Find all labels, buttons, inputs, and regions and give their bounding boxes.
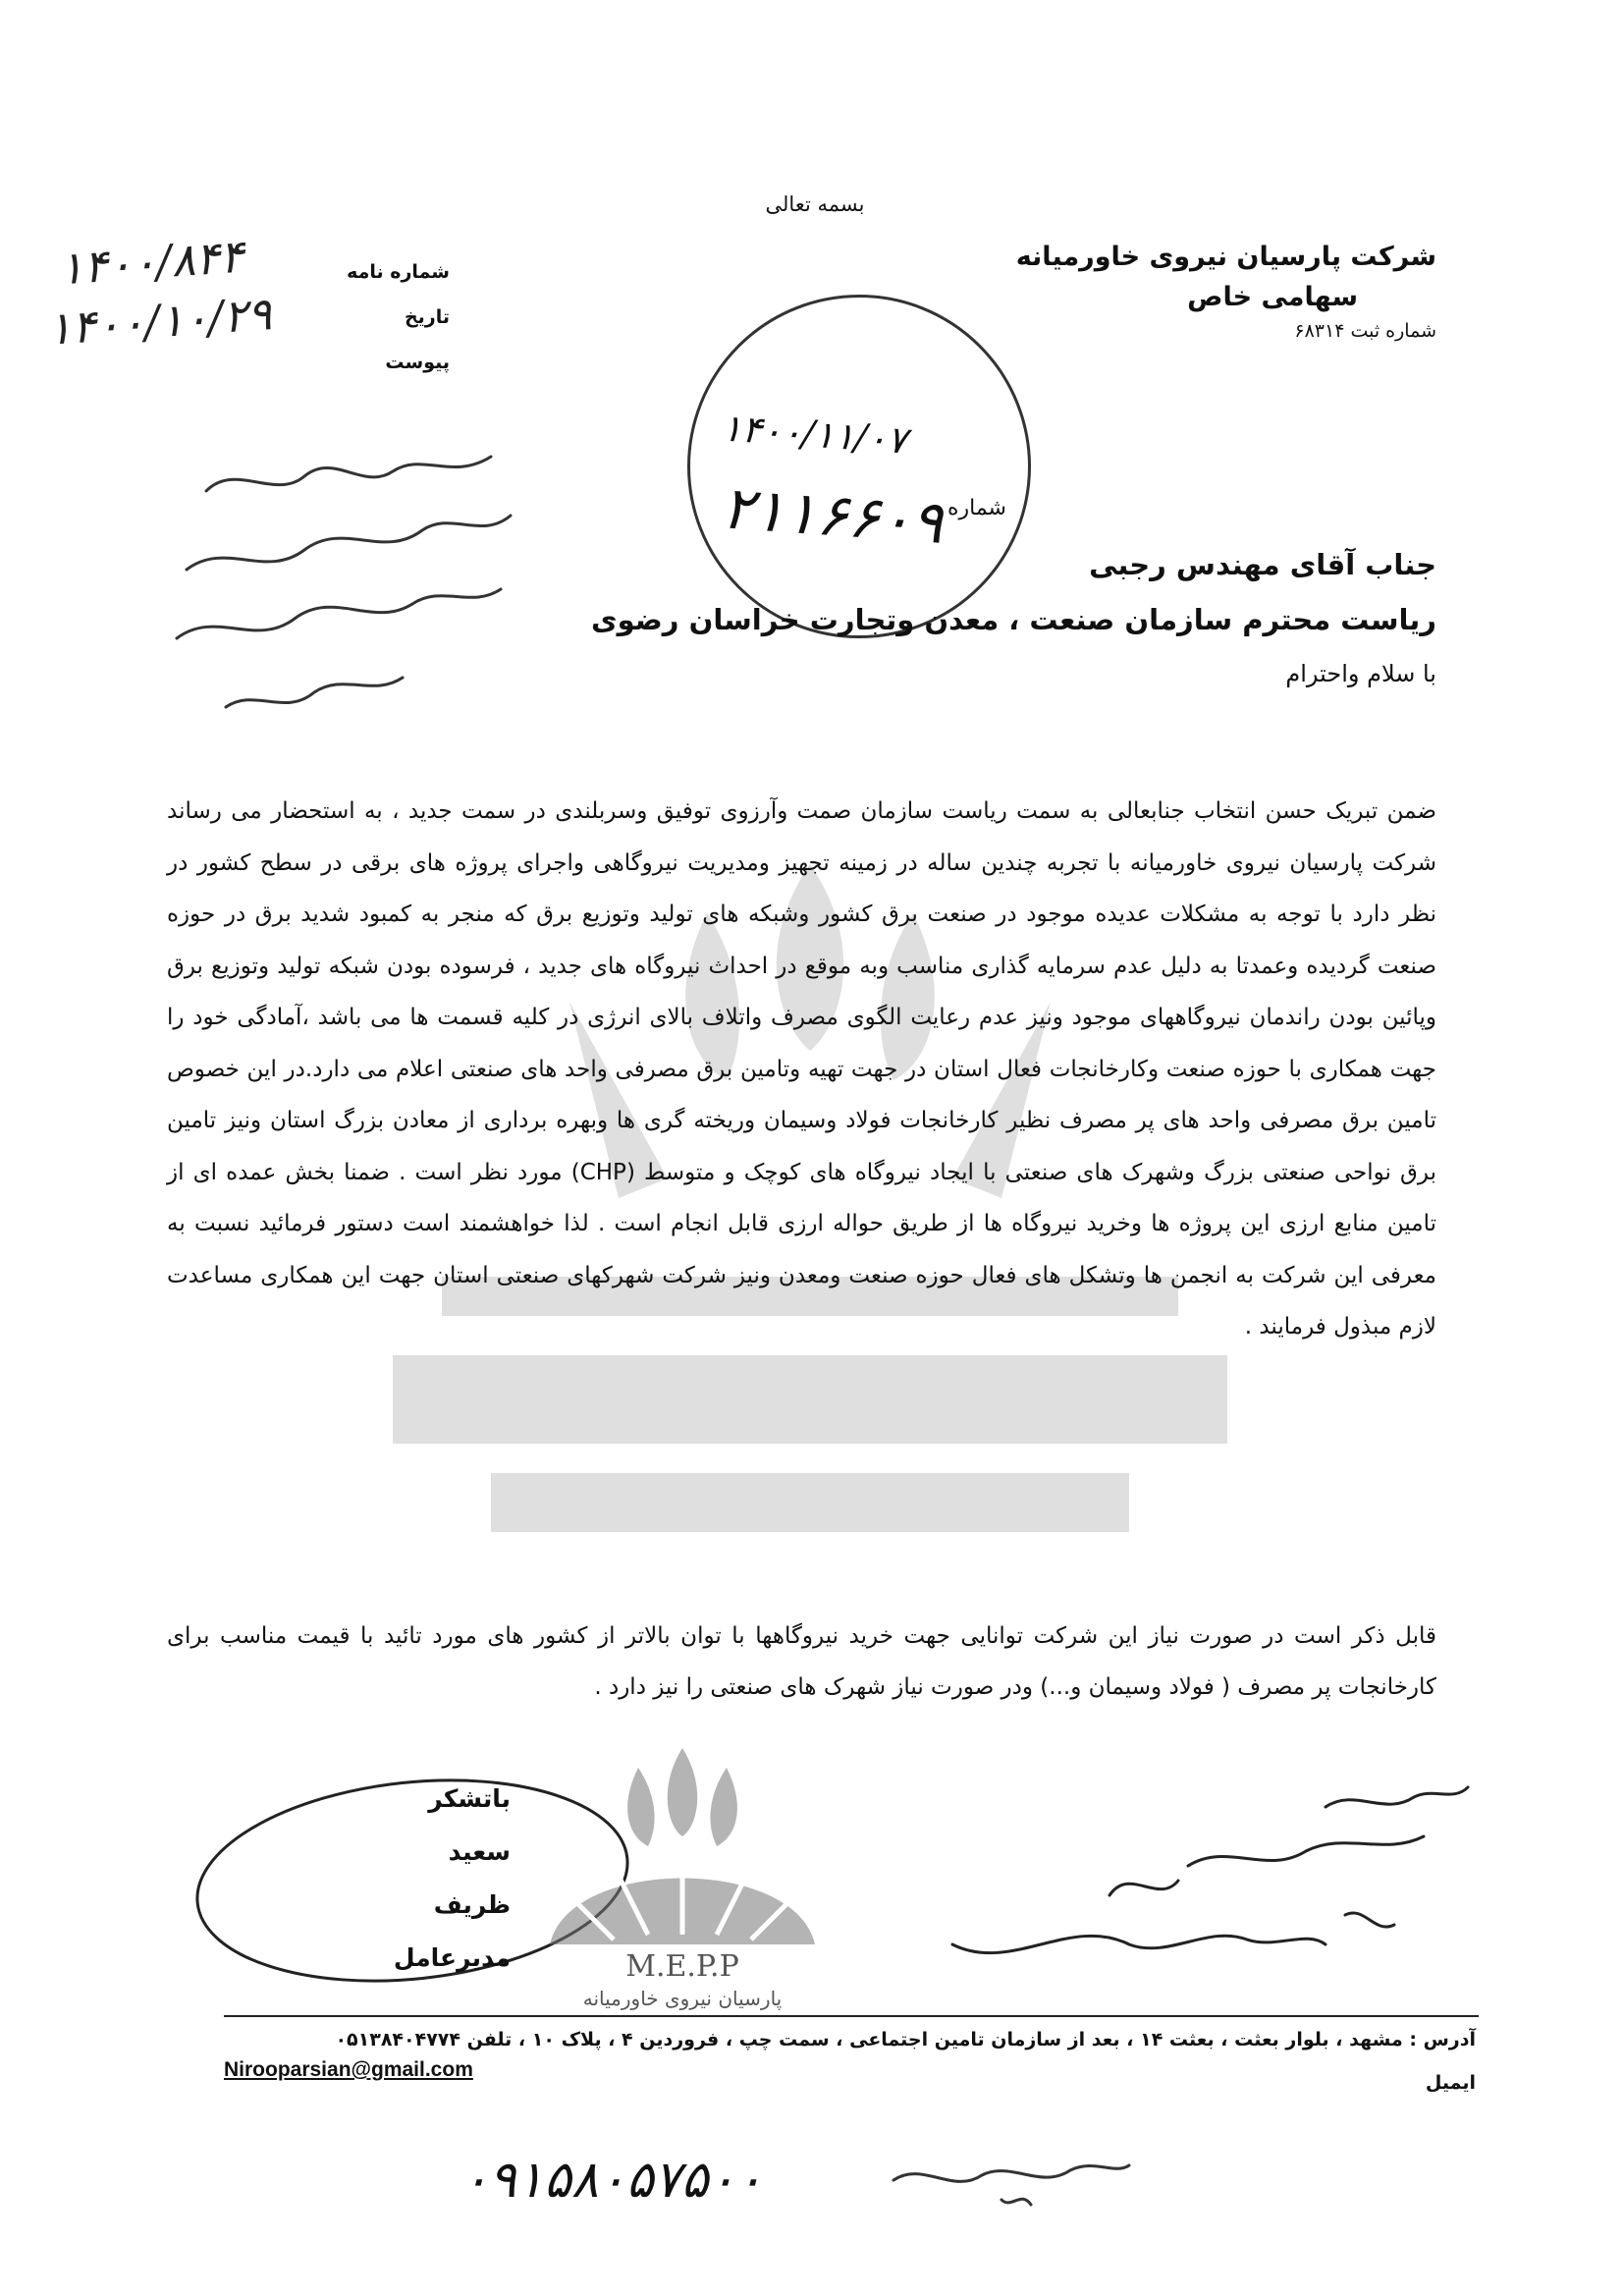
- registration-number: شماره ثبت ۶۸۳۱۴: [1294, 320, 1436, 342]
- closing: باتشکر: [428, 1784, 511, 1813]
- handwritten-phone: ۰۹۱۵۸۰۵۷۵۰۰: [461, 2151, 764, 2210]
- logo-subtext: پارسیان نیروی خاورمیانه: [582, 1987, 783, 2010]
- letter-body: [167, 786, 1436, 1353]
- stamp-number-label: شماره: [947, 496, 1006, 520]
- footer-email-link[interactable]: Nirooparsian@gmail.com: [224, 2058, 473, 2081]
- date-label: تاریخ: [404, 306, 450, 328]
- footer-email-label: ایمیل: [1425, 2072, 1476, 2094]
- company-type: سهامی خاص: [1187, 282, 1358, 312]
- attachment-label: پیوست: [385, 352, 450, 373]
- stamp-date: ۱۴۰۰/۱۱/۰۷: [720, 406, 909, 463]
- stamp-number: ۲۱۱۶۶۰۹: [719, 473, 946, 558]
- company-logo: [511, 1738, 854, 2013]
- signer-name: سعید ظریف: [433, 1837, 511, 1919]
- addressee-title: ریاست محترم سازمان صنعت ، معدن وتجارت خراسان رضوی: [591, 603, 1436, 636]
- company-header: [1016, 242, 1436, 342]
- greeting: با سلام واحترام: [1285, 660, 1436, 687]
- letter-number-label: شماره نامه: [347, 261, 450, 283]
- addressee-block: [591, 548, 1436, 687]
- handwritten-letter-number: ۱۴۰۰/۸۴۴: [57, 229, 246, 296]
- handwritten-referral-note: [167, 422, 520, 737]
- handwritten-date: ۱۴۰۰/۱۰/۲۹: [45, 287, 274, 355]
- bismillah: بسمه تعالی: [765, 192, 865, 216]
- addressee-name: جناب آقای مهندس رجبی: [1089, 548, 1436, 581]
- body-paragraph-2: قابل ذکر است در صورت نیاز این شرکت توانایی جهت خرید نیروگاهها با توان بالاتر از کشور های مورد تائید با قیمت مناسب برای کارخانجات پر مصرف ( فولاد وسیمان و...) ودر صورت نیاز شهرک های صنعتی را نیز دارد .: [167, 1623, 1436, 1700]
- letter-body-note: [167, 1611, 1436, 1713]
- footer-divider: [224, 2015, 1479, 2017]
- handwritten-phone-note: [884, 2141, 1139, 2219]
- letter-meta-labels: [342, 249, 450, 385]
- handwritten-signature: [933, 1748, 1483, 1994]
- signer-title: مدیرعامل: [393, 1943, 511, 1972]
- body-paragraph-1: ضمن تبریک حسن انتخاب جنابعالی به سمت ریاست سازمان صمت وآرزوی توفیق وسربلندی در سمت جدید ، به استحضار می رساند شرکت پارسیان نیروی خاورمیانه با تجربه چندین ساله در زمینه تجهیز ومدیریت نیروگاهی واجرای پروژه های برقی در سطح کشور در نظر دارد با توجه به مشکلات عدیده موجود در صنعت برق کشور وشبکه های تولید وتوزیع برق که منجر به کمبود شدید برق در حوزه صنعت گردیده وعمدتا به دلیل عدم سرمایه گذاری مناسب وبه موقع در احداث نیروگاه های جدید ، فرسوده بودن شبکه تولید وتوزیع برق وپائین بودن راندمان نیروگاههای موجود ونیز عدم رعایت الگوی مصرف واتلاف بالای انرژی در کلیه قسمت ها می باشد ،آمادگی خود را جهت همکاری با حوزه صنعت وکارخانجات فعال استان در جهت تهیه وتامین برق مصرفی واحد های صنعتی اعلام می دارد.در این خصوص تامین برق مصرفی واحد های پر مصرف نظیر کارخانجات فولاد وسیمان وریخته گری ها وبهره برداری از معادن بزرگ استان ونیز تامین برق نواحی صنعتی بزرگ وشهرک های صنعتی با ایجاد نیروگاه های کوچک و متوسط (CHP) مورد نظر است . ضمنا بخش عمده ای از تامین منابع ارزی این پروژه ها وخرید نیروگاه ها از طریق حواله ارزی قابل انجام است . لذا خواهشمند است دستور فرمائید نسبت به معرفی این شرکت به انجمن ها وتشکل های فعال حوزه صنعت ومعدن ونیز شرکت شهرکهای صنعتی استان جهت این همکاری مساعدت لازم مبذول فرمایند .: [167, 798, 1436, 1339]
- company-name: شرکت پارسیان نیروی خاورمیانه: [1015, 242, 1436, 272]
- logo-text: M.E.P.P: [625, 1949, 739, 1984]
- signoff-block: [373, 1773, 511, 1985]
- footer-address: آدرس : مشهد ، بلوار بعثت ، بعثت ۱۴ ، بعد از سازمان تامین اجتماعی ، سمت چپ ، فروردین ۴ ، پلاک ۱۰ ، تلفن ۰۵۱۳۸۴۰۴۷۷۴: [335, 2029, 1476, 2050]
